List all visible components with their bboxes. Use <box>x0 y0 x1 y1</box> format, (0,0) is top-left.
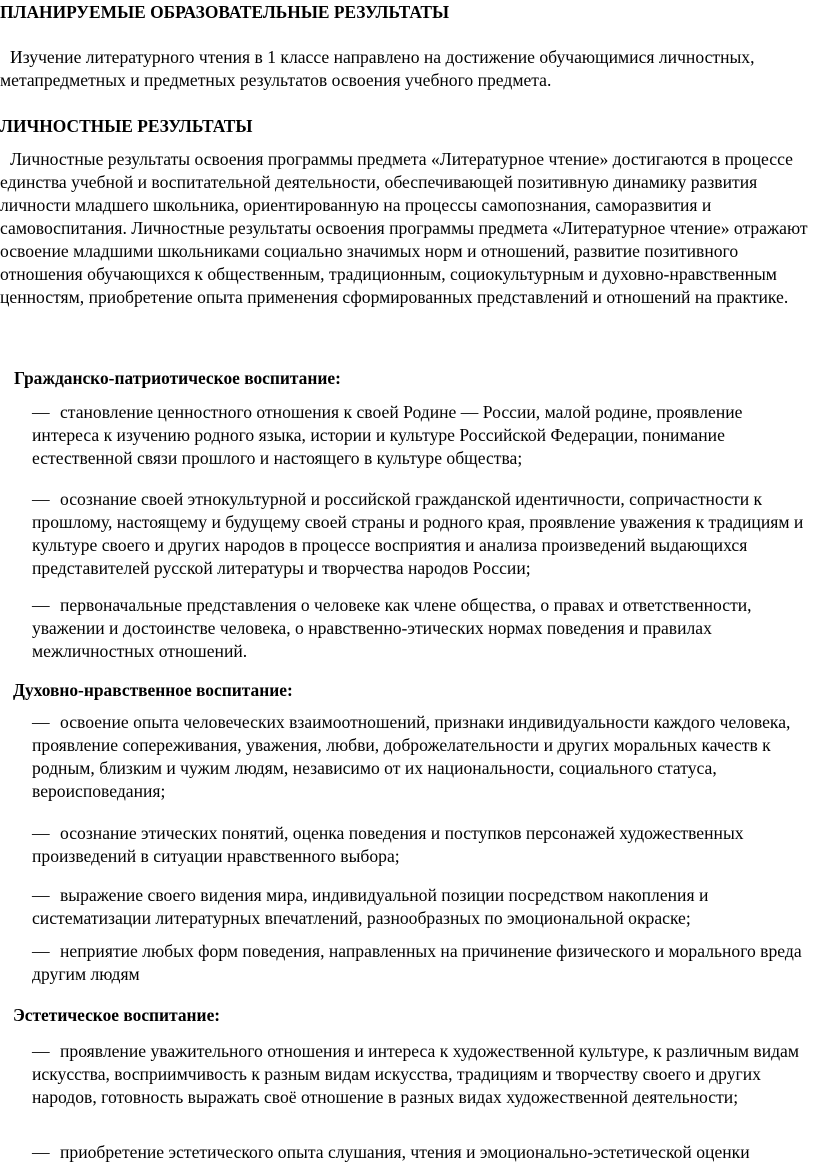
civic-heading: Гражданско-патриотическое воспитание: <box>14 368 341 388</box>
dash-bullet: — <box>32 489 50 509</box>
dash-bullet: — <box>32 941 50 961</box>
personal-results-paragraph: Личностные результаты освоения программы предмета «Литературное чтение» достигаются в процессе единства учебной и воспитательной деятельности, обеспечивающей позитивную динамику развития личности младшего школьника, ориентированную на процессы самопознания, саморазвития и самовоспитания. Личностные результаты освоения программы предмета «Литературное чтение» отражают освоение младшими школьниками социально значимых норм и отношений, развитие позитивного отношения обучающихся к общественным, традиционным, социокультурным и духовно-нравственным ценностям, приобретение опыта применения сформированных представлений и отношений на практике. <box>0 149 808 307</box>
dash-bullet: — <box>32 595 50 615</box>
aesthetic-heading: Эстетическое воспитание: <box>13 1005 221 1025</box>
list-item <box>32 884 806 930</box>
dash-bullet: — <box>32 885 50 905</box>
list-item <box>32 488 806 580</box>
dash-bullet: — <box>32 1142 50 1162</box>
personal-results-heading: ЛИЧНОСТНЫЕ РЕЗУЛЬТАТЫ <box>0 116 253 136</box>
list-item <box>32 711 806 803</box>
list-item-text: первоначальные представления о человеке как члене общества, о правах и ответственности, уважении и достоинстве человека, о нравственно-этических нормах поведения и правилах межличностных отношений. <box>32 595 752 661</box>
list-item <box>32 940 806 986</box>
list-item-text: становление ценностного отношения к своей Родине — России, малой родине, проявление интереса к изучению родного языка, истории и культуре Российской Федерации, понимание естественной связи прошлого и настоящего в культуре общества; <box>32 402 743 468</box>
dash-bullet: — <box>32 1041 50 1061</box>
dash-bullet: — <box>32 402 50 422</box>
list-item <box>32 1040 806 1109</box>
list-item <box>32 1141 806 1164</box>
moral-heading: Духовно-нравственное воспитание: <box>13 680 293 700</box>
list-item-text: осознание своей этнокультурной и российской гражданской идентичности, сопричастности к прошлому, настоящему и будущему своей страны и родного края, проявление уважения к традициям и культуре своего и других народов в процессе восприятия и анализа произведений выдающихся представителей русской литературы и творчества народов России; <box>32 489 804 578</box>
list-item <box>32 822 806 868</box>
list-item <box>32 401 806 470</box>
list-item-text: осознание этических понятий, оценка поведения и поступков персонажей художественных произведений в ситуации нравственного выбора; <box>32 823 744 866</box>
dash-bullet: — <box>32 712 50 732</box>
intro-paragraph: Изучение литературного чтения в 1 классе направлено на достижение обучающимися личностных, метапредметных и предметных результатов освоения учебного предмета. <box>0 47 755 90</box>
list-item-text: выражение своего видения мира, индивидуальной позиции посредством накопления и систематизации литературных впечатлений, разнообразных по эмоциональной окраске; <box>32 885 709 928</box>
list-item-text: приобретение эстетического опыта слушания, чтения и эмоционально-эстетической оценки <box>60 1142 750 1162</box>
page-title: ПЛАНИРУЕМЫЕ ОБРАЗОВАТЕЛЬНЫЕ РЕЗУЛЬТАТЫ <box>0 2 450 22</box>
list-item-text: освоение опыта человеческих взаимоотношений, признаки индивидуальности каждого человека, проявление сопереживания, уважения, любви, доброжелательности и других моральных качеств к родным, близким и чужим людям, независимо от их национальности, социального статуса, вероисповедания; <box>32 712 791 801</box>
list-item <box>32 594 806 663</box>
list-item-text: проявление уважительного отношения и интереса к художественной культуре, к различным видам искусства, восприимчивость к разным видам искусства, традициям и творчеству своего и других народов, готовность выражать своё отношение в разных видах художественной деятельности; <box>32 1041 800 1107</box>
dash-bullet: — <box>32 823 50 843</box>
list-item-text: неприятие любых форм поведения, направленных на причинение физического и морального вреда другим людям <box>32 941 802 984</box>
